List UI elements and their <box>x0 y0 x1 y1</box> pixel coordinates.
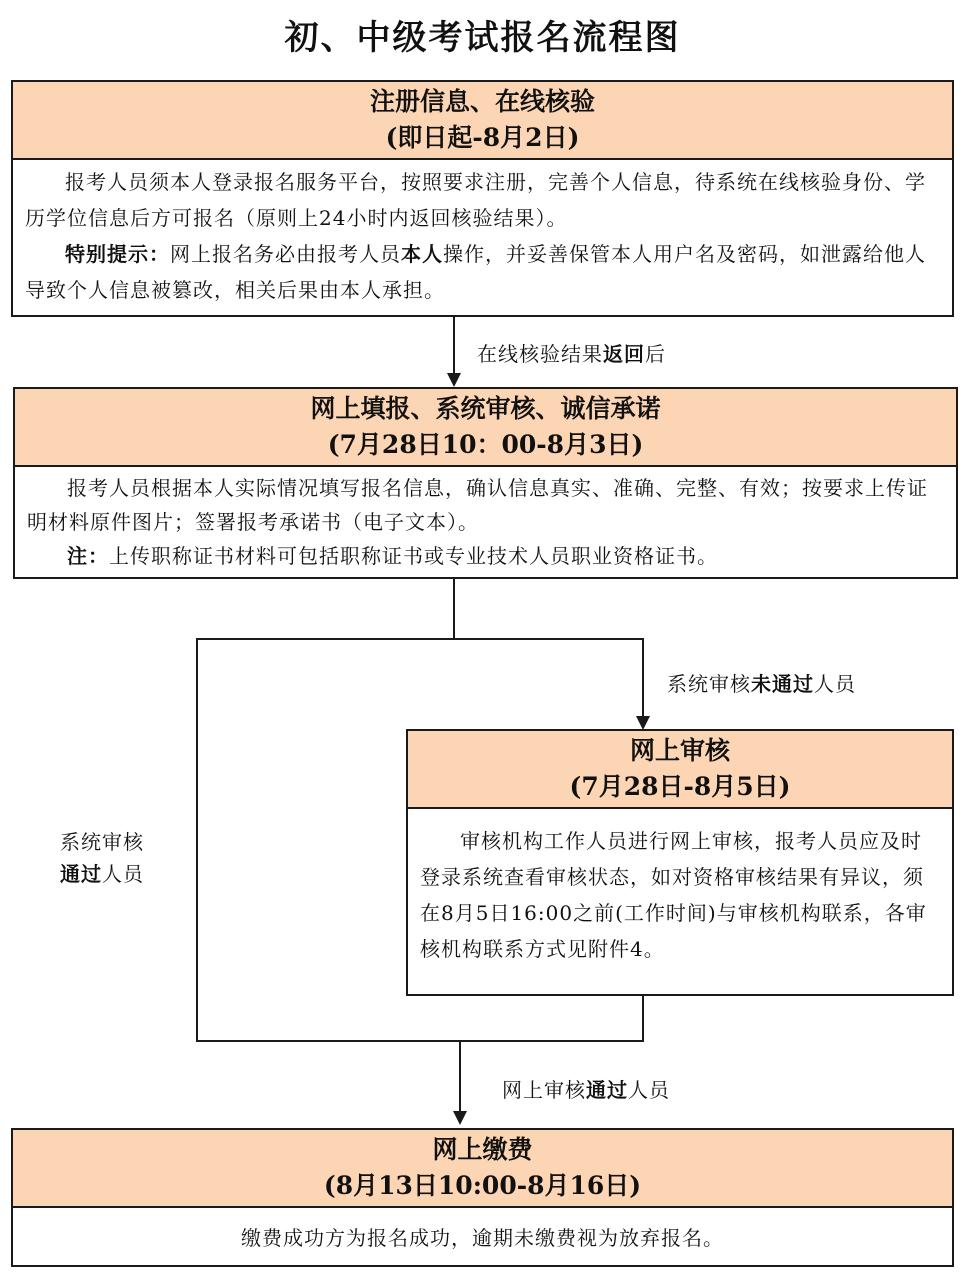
step-fill-note <box>27 539 944 573</box>
arrow-head <box>447 373 461 387</box>
fail-branch-line <box>642 638 644 718</box>
page-title: 初、中级考试报名流程图 <box>284 18 681 58</box>
fail-branch-arrowhead <box>636 716 650 730</box>
split-connector <box>453 579 455 640</box>
step-register-heading: 注册信息、在线核验 <box>369 87 595 116</box>
label-review-fail: 系统审核未通过人员 <box>667 672 856 696</box>
final-arrowhead <box>453 1111 467 1125</box>
review-out-line <box>642 996 644 1042</box>
step-payment-date: (8月13日10:00-8月16日) <box>323 1171 642 1200</box>
step-review-text: 审核机构工作人员进行网上审核，报考人员应及时登录系统查看审核状态，如对资格审核结果有异议，须在8月5日16:00之前(工作时间)与审核机构联系，各审核机构联系方式见附件4。 <box>420 829 927 961</box>
step-fill-heading: 网上填报、系统审核、诚信承诺 <box>310 394 661 423</box>
arrow-connector <box>453 317 455 375</box>
tip-text-b: 操作，并妥善保管本人用户名及密码，如泄露给他人导致个人信息被篡改，相关后果由本人承担。 <box>25 242 926 302</box>
step-review-box <box>406 729 954 996</box>
step-payment-text: 缴费成功方为报名成功，逾期未缴费视为放弃报名。 <box>241 1226 724 1250</box>
step-review-heading: 网上审核 <box>629 736 730 765</box>
label-review-pass: 系统审核 通过人员 <box>60 830 144 886</box>
tip-text-a: 网上报名务必由报考人员 <box>170 242 401 266</box>
step-register-tip <box>25 236 940 308</box>
step-register-text: 报考人员须本人登录报名服务平台，按照要求注册，完善个人信息，待系统在线核验身份、学历学位信息后方可报名（原则上24小时内返回核验结果）。 <box>25 170 926 230</box>
note-text: 上传职称证书材料可包括职称证书或专业技术人员职业资格证书。 <box>109 544 718 568</box>
label-online-pass: 网上审核通过人员 <box>502 1078 670 1102</box>
split-horizontal <box>196 638 644 640</box>
step-review-date: (7月28日-8月5日) <box>569 772 791 801</box>
step-payment-header <box>13 1130 952 1208</box>
tip-text-bold: 本人 <box>401 242 443 266</box>
step-payment-box <box>11 1128 954 1267</box>
step-register-header <box>13 82 952 160</box>
step-register-box <box>11 80 954 317</box>
step-register-body <box>13 160 952 308</box>
arrow-label-verify: 在线核验结果返回后 <box>477 342 666 366</box>
step-payment-body <box>13 1208 952 1256</box>
tip-label: 特别提示： <box>65 242 170 266</box>
step-fill-text: 报考人员根据本人实际情况填写报名信息，确认信息真实、准确、完整、有效；按要求上传证明材料原件图片；签署报考承诺书（电子文本）。 <box>27 476 928 534</box>
step-fill-date: (7月28日10：00-8月3日) <box>327 430 644 459</box>
step-fill-box <box>13 387 958 579</box>
step-fill-header <box>15 389 956 467</box>
step-review-body <box>408 809 952 967</box>
step-review-header <box>408 731 952 809</box>
final-connector <box>459 1042 461 1113</box>
step-payment-heading: 网上缴费 <box>432 1135 533 1164</box>
step-register-date: (即日起-8月2日) <box>385 123 580 152</box>
note-label: 注： <box>67 544 109 568</box>
step-fill-body <box>15 467 956 573</box>
merge-horizontal <box>196 1040 644 1042</box>
pass-branch-line <box>196 638 198 1042</box>
